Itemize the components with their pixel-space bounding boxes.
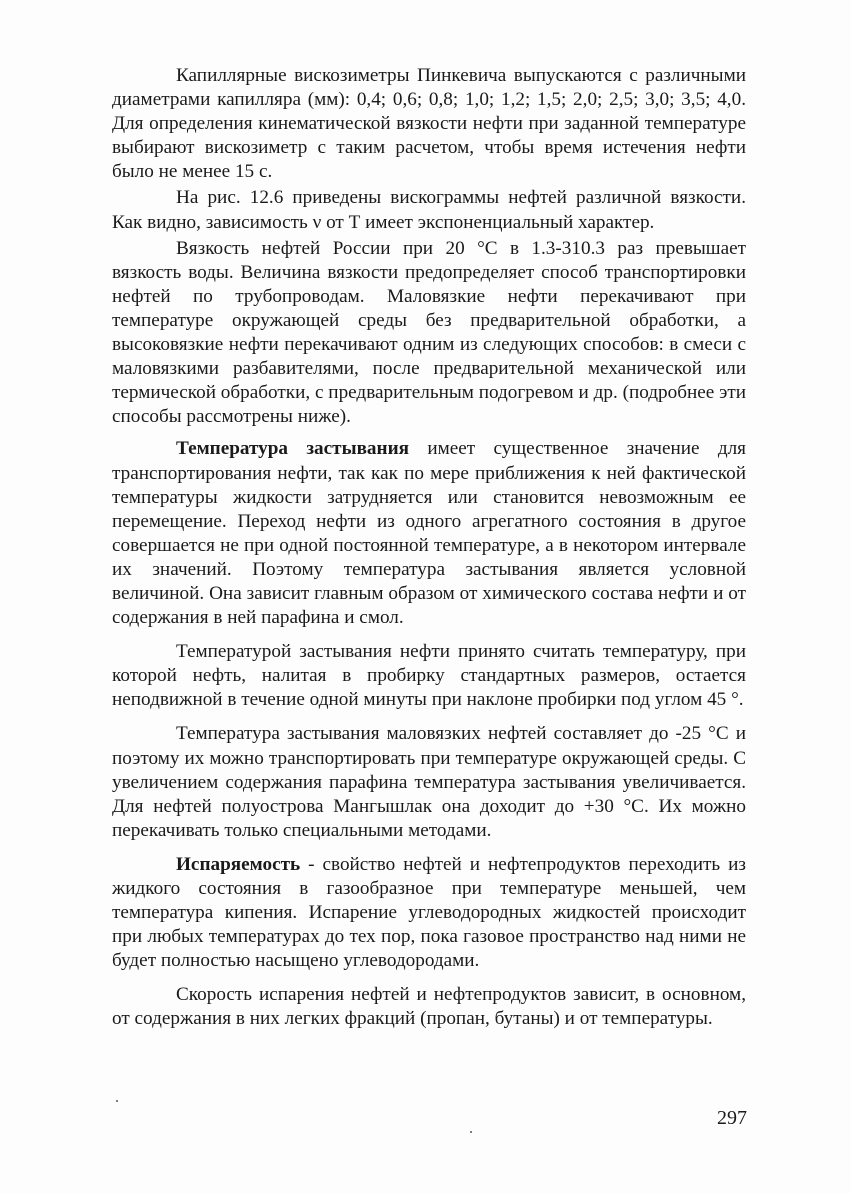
paragraph-text: Вязкость нефтей России при 20 °С в 1.3-310.3 раз превышает вязкость воды. Величина вязкости предопределяет способ транспортировки нефтей по трубопроводам. Маловязкие нефти перекачивают при температуре окружающей среды без предварительной обработки, а высоковязкие нефти перекачивают одним из следующих способов: в смеси с маловязкими разбавителями, после предварительной механической или термической обработки, с предварительным подогревом и др. (подробнее эти способы рассмотрены ниже).: [112, 237, 746, 428]
paragraph-text: - свойство нефтей и нефтепродуктов переходить из жидкого состояния в газообразное при температуре меньшей, чем температура кипения. Испарение углеводородных жидкостей происходит при любых температурах до тех пор, пока газовое пространство над ними не будет полностью насыщено углеводородами.: [112, 853, 746, 972]
paragraph-text: Температура застывания маловязких нефтей составляет до -25 °С и поэтому их можно транспортировать при температуре окружающей среды. С увеличением содержания парафина температура застывания увеличивается. Для нефтей полуострова Мангышлак она доходит до +30 °С. Их можно перекачивать только специальными методами.: [112, 723, 746, 841]
paragraph-viscometers: [112, 64, 746, 184]
paragraph-text: Температурой застывания нефти принято считать температуру, при которой нефть, налитая в пробирку стандартных размеров, остается неподвижной в течение одной минуты при наклоне пробирки под углом 45 °.: [112, 641, 746, 711]
paragraph-low-viscosity-pour-point: [112, 722, 746, 842]
paragraph-viscograms: [112, 186, 746, 234]
paragraph-text: Капиллярные вискозиметры Пинкевича выпускаются с различными диаметрами капилляра (мм): 0,4; 0,6; 0,8; 1,0; 1,2; 1,5; 2,0; 2,5; 3,0; 3,5; 4,0. Для определения кинематической вязкости нефти при заданной температуре выбирают вискозиметр с таким расчетом, чтобы время истечения нефти было не менее 15 с.: [112, 65, 746, 183]
paragraph-volatility: [112, 853, 746, 973]
term-volatility: Испаряемость: [176, 853, 301, 875]
paragraph-text: Скорость испарения нефтей и нефтепродуктов зависит, в основном, от содержания в них легких фракций (пропан, бутаны) и от температуры.: [112, 984, 746, 1030]
paragraph-text: имеет существенное значение для транспортирования нефти, так как по мере приближения к ней фактической температуры жидкости затрудняется или становится невозможным ее перемещение. Переход нефти из одного агрегатного состояния в другое совершается не при одной постоянной температуре, а в некотором интервале их значений. Поэтому температура застывания является условной величиной. Она зависит главным образом от химического состава нефти и от содержания в ней парафина и смол.: [112, 438, 746, 629]
term-pour-point: Температура застывания: [176, 438, 410, 460]
paragraph-text: На рис. 12.6 приведены вискограммы нефтей различной вязкости. Как видно, зависимость ν от Т имеет экспоненциальный характер.: [112, 187, 746, 233]
page-number: 297: [717, 1107, 747, 1129]
scan-speck: [116, 1100, 118, 1102]
body-text: [112, 64, 746, 1032]
scan-speck: [470, 1131, 472, 1133]
paragraph-pour-point: [112, 437, 746, 630]
paragraph-pour-point-definition: [112, 640, 746, 712]
paragraph-viscosity-russia: [112, 237, 746, 430]
paragraph-evaporation-rate: [112, 983, 746, 1031]
